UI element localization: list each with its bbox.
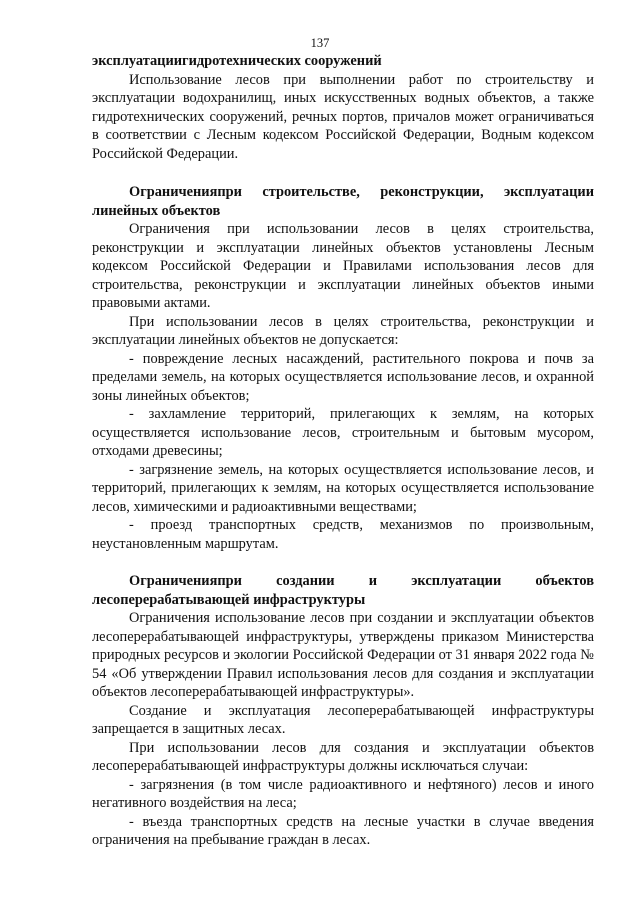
section-heading-wood-processing: Ограниченияпри создании и эксплуатации объектов лесоперерабатывающей инфраструктуры (92, 573, 594, 608)
list-item-vehicle-entry: - въезда транспортных средств на лесные участки в случае введения ограничения на пребывание граждан в лесах. (92, 813, 594, 848)
page-number: 137 (310, 36, 330, 50)
section-heading-hydrotechnical: эксплуатациигидротехнических сооружений (92, 53, 382, 69)
list-item-contamination: - загрязнения (в том числе радиоактивного и нефтяного) лесов и иного негативного воздействия на леса; (92, 776, 594, 811)
paragraph-protective-forests-ban: Создание и эксплуатация лесоперерабатывающей инфраструктуры запрещается в защитных лесах. (92, 702, 594, 737)
paragraph-linear-restrictions: Ограничения при использовании лесов в целях строительства, реконструкции и эксплуатации линейных объектов установлены Лесным кодексом Российской Федерации и Правилами использования лесов для строительства, реконструкции и эксплуатации линейных объектов иными правовыми актами. (92, 221, 594, 311)
section-heading-linear-objects: Ограниченияпри строительстве, реконструкции, эксплуатации линейных объектов (92, 184, 594, 219)
paragraph-linear-not-allowed: При использовании лесов в целях строительства, реконструкции и эксплуатации линейных объектов не допускается: (92, 313, 594, 348)
section-spacer (92, 163, 594, 183)
list-item-littering: - захламление территорий, прилегающих к землям, на которых осуществляется использование лесов, строительным и бытовым мусором, отходами древесины; (92, 406, 594, 459)
paragraph-wood-processing-order: Ограничения использование лесов при создании и эксплуатации объектов лесоперерабатывающей инфраструктуры, утверждены приказом Министерства природных ресурсов и экологии Российской Федерации от 31 января 2022 года № 54 «Об утверждении Правил использования лесов для создания и эксплуатации объектов лесоперерабатывающей инфраструктуры». (92, 610, 595, 700)
page-content (92, 52, 594, 850)
paragraph-excluded-cases: При использовании лесов для создания и эксплуатации объектов лесоперерабатывающей инфраструктуры должны исключаться случаи: (92, 739, 594, 774)
list-item-vehicle-passage: - проезд транспортных средств, механизмов по произвольным, неустановленным маршрутам. (92, 517, 594, 552)
list-item-damage: - повреждение лесных насаждений, растительного покрова и почв за пределами земель, на которых осуществляется использование лесов, и охранной зоны линейных объектов; (92, 350, 594, 404)
paragraph-hydrotechnical-usage: Использование лесов при выполнении работ по строительству и эксплуатации водохранилищ, иных искусственных водных объектов, а также гидротехнических сооружений, речных портов, причалов может ограничиваться в соответствии с Лесным кодексом Российской Федерации, Водным кодексом Российской Федерации. (92, 71, 594, 162)
section-spacer (92, 553, 594, 572)
list-item-pollution: - загрязнение земель, на которых осуществляется использование лесов, и территорий, прилегающих к землям, на которых осуществляется использование лесов, химическими и радиоактивными веществами; (92, 461, 594, 515)
